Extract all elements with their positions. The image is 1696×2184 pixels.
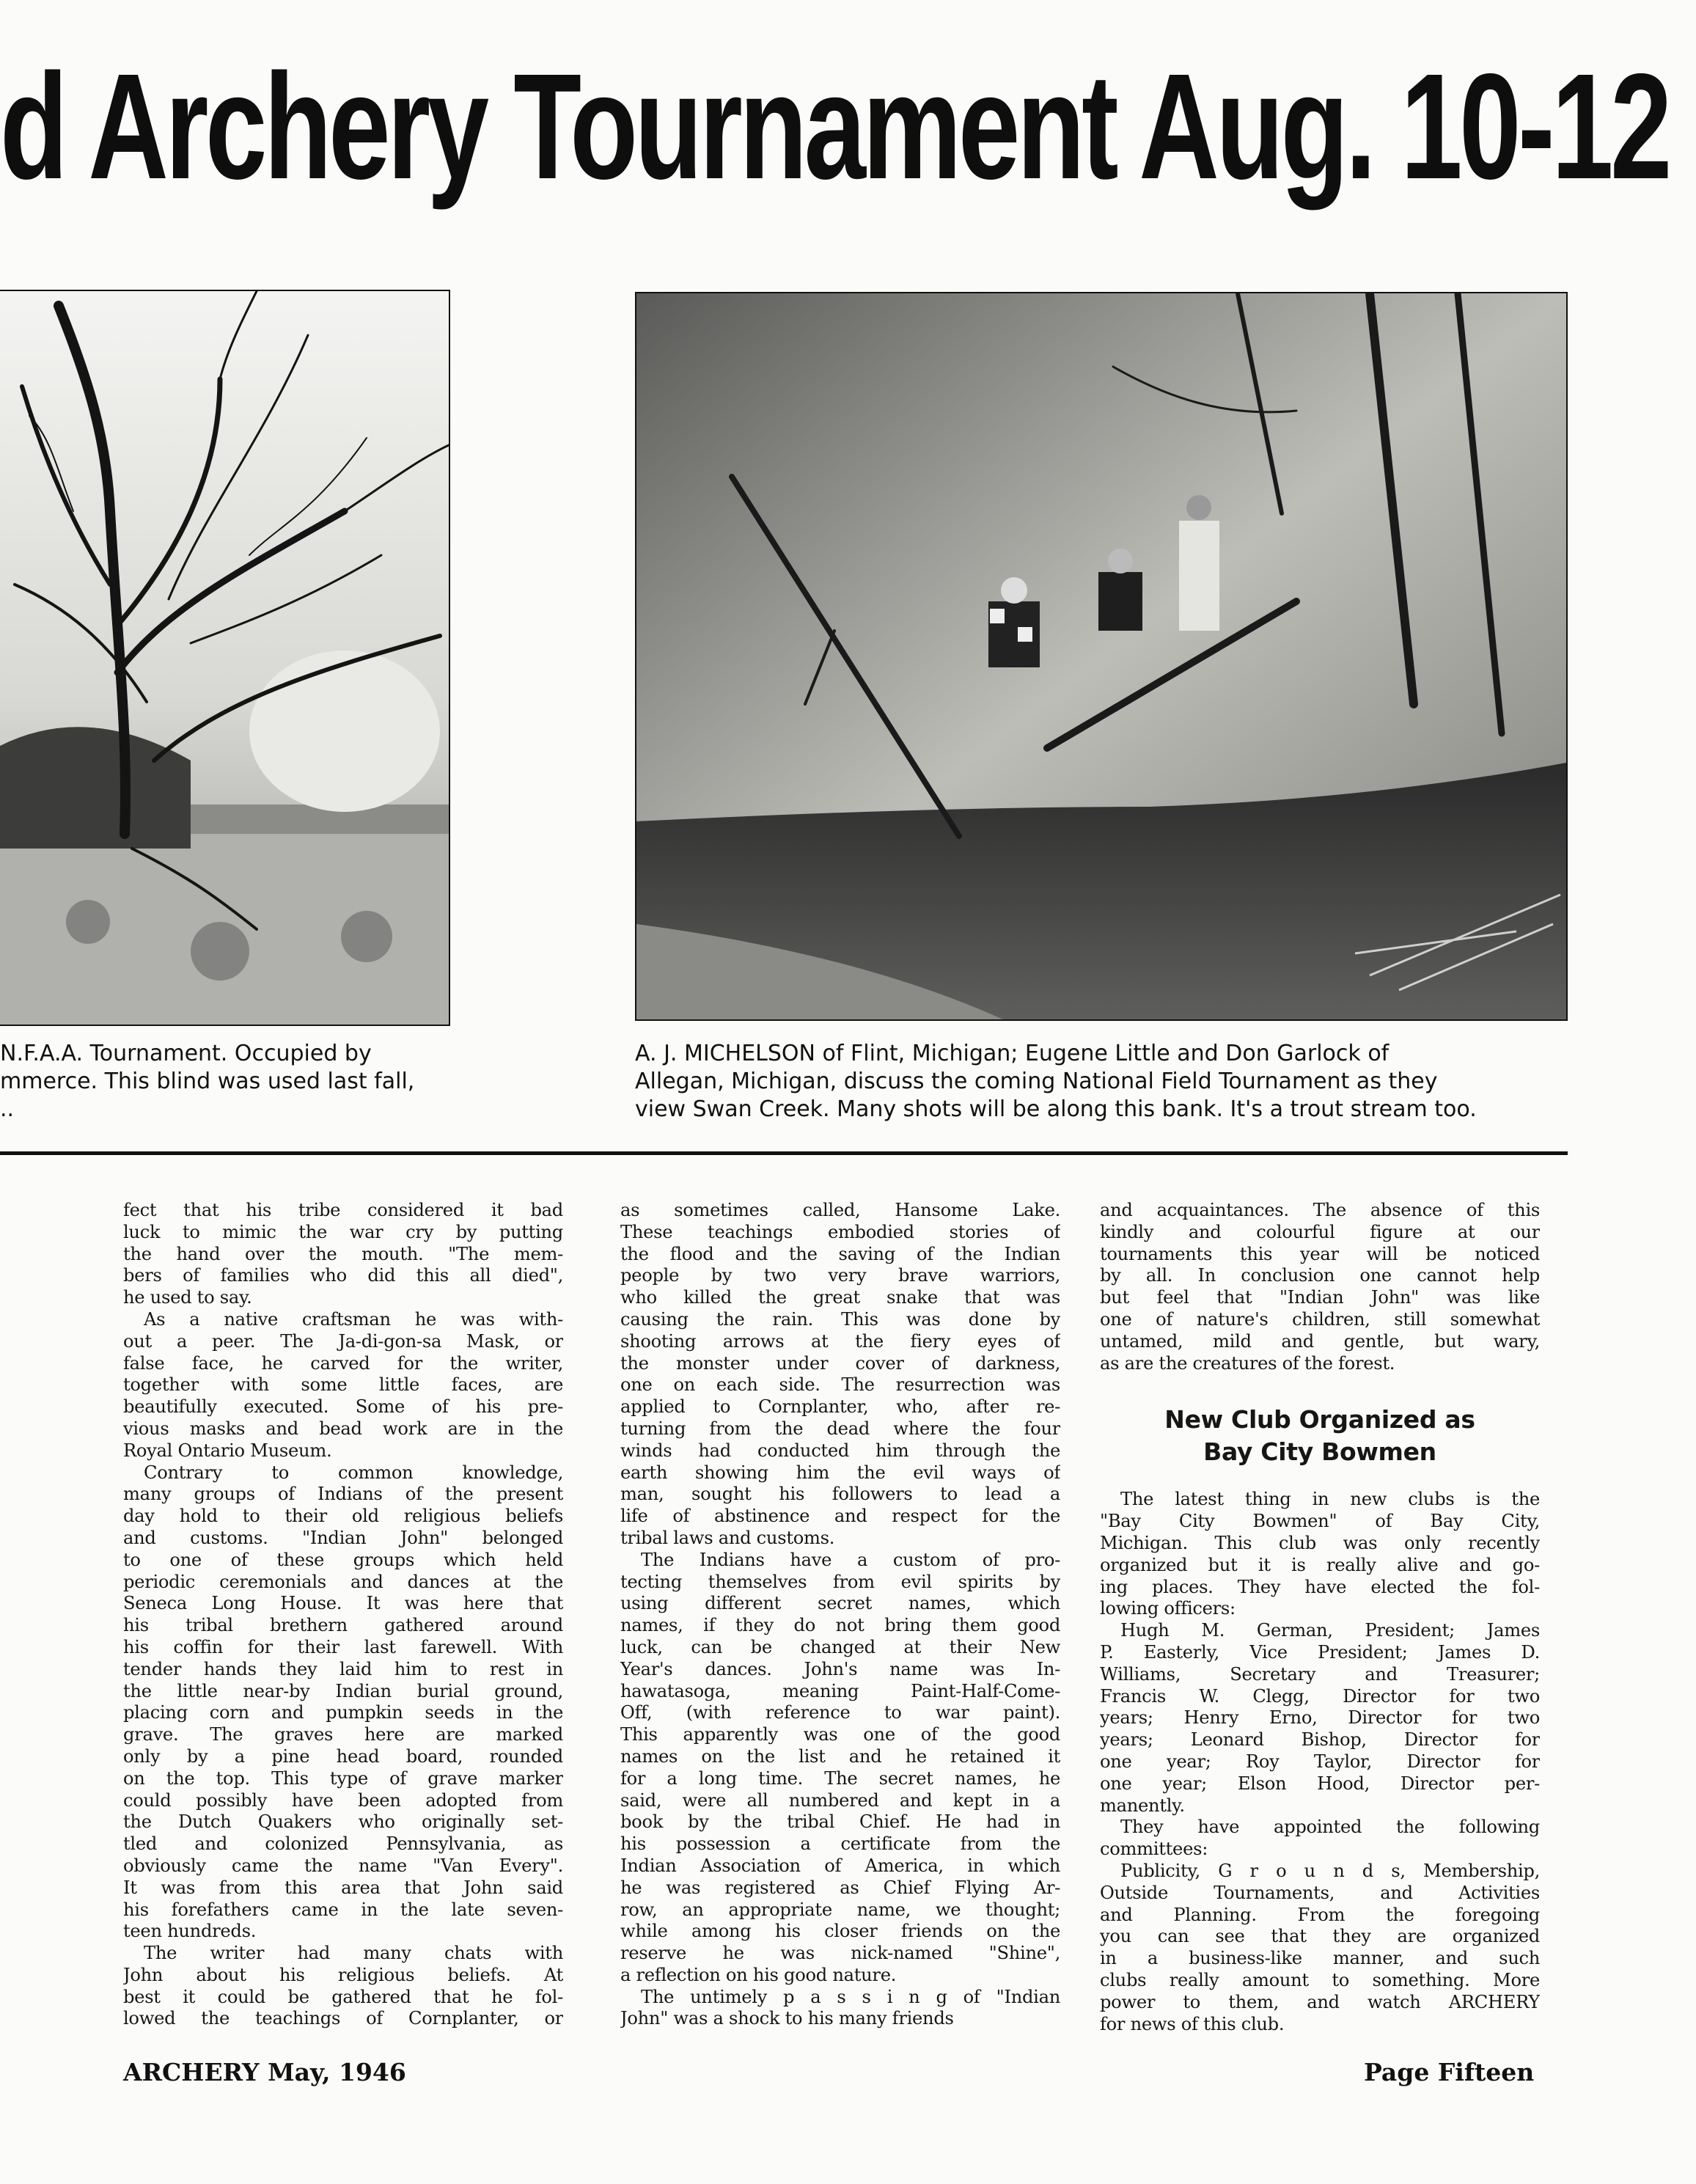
article-line: as sometimes called, Hansome Lake.: [620, 1200, 1060, 1220]
column-3-bottom-text: [1100, 1489, 1540, 2035]
article-column-3: [1100, 1200, 1540, 2035]
article-line: and acquaintances. The absence of this: [1100, 1200, 1540, 1220]
swan-creek-photo: [635, 292, 1568, 1021]
subheading-line: New Club Organized as: [1164, 1405, 1475, 1434]
article-line: row, an appropriate name, we thought;: [620, 1899, 1060, 1920]
article-line: applied to Cornplanter, who, after re-: [620, 1396, 1060, 1418]
article-line: to one of these groups which held: [123, 1549, 563, 1570]
section-divider: [0, 1151, 1568, 1155]
article-line: John about his religious beliefs. At: [123, 1964, 563, 1985]
caption-line: Allegan, Michigan, discuss the coming National Field Tournament as they: [635, 1069, 1438, 1094]
article-line: The writer had many chats with: [144, 1943, 563, 1964]
article-line: luck, can be changed at their New: [620, 1636, 1060, 1657]
article-line: hawatasoga, meaning Paint-Half-Come-: [620, 1680, 1060, 1701]
article-line: Hugh M. German, President; James: [1120, 1620, 1540, 1641]
article-line: Outside Tournaments, and Activities: [1100, 1882, 1540, 1903]
article-line: by all. In conclusion one cannot help: [1100, 1265, 1540, 1286]
article-line: false face, he carved for the writer,: [123, 1352, 563, 1374]
footer-page-number: Page Fifteen: [1364, 2058, 1535, 2086]
article-line: one on each side. The resurrection was: [620, 1374, 1060, 1396]
article-line: This apparently was one of the good: [620, 1724, 1060, 1745]
article-line: It was from this area that John said: [123, 1877, 563, 1898]
article-line: names, if they do not bring them good: [620, 1615, 1060, 1636]
article-line: tribal laws and customs.: [620, 1527, 835, 1548]
article-line: many groups of Indians of the present: [123, 1484, 563, 1505]
article-line: turning from the dead where the four: [620, 1418, 1060, 1439]
article-line: he was registered as Chief Flying Ar-: [620, 1877, 1060, 1898]
article-line: you can see that they are organized: [1100, 1926, 1540, 1947]
article-line: and customs. "Indian John" belonged: [123, 1527, 563, 1548]
article-line: These teachings embodied stories of: [620, 1221, 1060, 1242]
article-line: The Indians have a custom of pro-: [641, 1549, 1060, 1570]
article-line: for news of this club.: [1100, 2013, 1285, 2034]
article-line: earth showing him the evil ways of: [620, 1462, 1060, 1483]
article-line: kindly and colourful figure at our: [1100, 1221, 1540, 1242]
article-line: power to them, and watch ARCHERY: [1100, 1991, 1540, 2012]
article-line: shooting arrows at the fiery eyes of: [620, 1330, 1060, 1352]
article-line: the monster under cover of darkness,: [620, 1352, 1060, 1374]
article-line: placing corn and pumpkin seeds in the: [123, 1702, 563, 1723]
article-line: P. Easterly, Vice President; James D.: [1100, 1641, 1540, 1663]
article-line: man, sought his followers to lead a: [620, 1484, 1060, 1505]
caption-line: mmerce. This blind was used last fall,: [0, 1069, 415, 1094]
article-line: people by two very brave warriors,: [620, 1265, 1060, 1286]
headline: d Archery Tournament Aug. 10-12: [0, 43, 1670, 210]
article-line: periodic ceremonials and dances at the: [123, 1571, 563, 1592]
article-line: as are the creatures of the forest.: [1100, 1352, 1395, 1374]
article-line: committees:: [1100, 1839, 1208, 1860]
article-line: untamed, mild and gentle, but wary,: [1100, 1330, 1540, 1352]
article-line: could possibly have been adopted from: [123, 1789, 563, 1811]
article-line: while among his closer friends on the: [620, 1921, 1060, 1942]
article-line: clubs really amount to something. More: [1100, 1969, 1540, 1990]
article-line: Michigan. This club was only recently: [1100, 1532, 1540, 1553]
article-line: They have appointed the following: [1120, 1817, 1540, 1838]
blind-photo-image: [0, 291, 449, 1025]
article-line: Williams, Secretary and Treasurer;: [1100, 1663, 1540, 1685]
article-line: organized but it is really alive and go-: [1100, 1554, 1540, 1575]
article-line: only by a pine head board, rounded: [123, 1745, 563, 1767]
article-line: luck to mimic the war cry by putting: [123, 1221, 563, 1242]
article-line: years; Leonard Bishop, Director for: [1100, 1729, 1540, 1751]
article-line: beautifully executed. Some of his pre-: [123, 1396, 563, 1418]
article-line: a reflection on his good nature.: [620, 1964, 897, 1985]
article-line: book by the tribal Chief. He had in: [620, 1811, 1060, 1833]
article-line: causing the rain. This was done by: [620, 1308, 1060, 1330]
article-line: Publicity, G r o u n d s, Membership,: [1120, 1860, 1540, 1881]
article-line: obviously came the name "Van Every".: [123, 1855, 563, 1876]
left-photo-caption: [0, 1040, 455, 1124]
article-line: he used to say.: [123, 1287, 252, 1308]
article-line: the hand over the mouth. "The mem-: [123, 1243, 563, 1264]
column-3-top-text: [1100, 1200, 1540, 1374]
article-line: John" was a shock to his many friends: [620, 2008, 954, 2029]
article-line: one year; Roy Taylor, Director for: [1100, 1751, 1540, 1772]
article-line: the flood and the saving of the Indian: [620, 1243, 1060, 1264]
article-line: tender hands they laid him to rest in: [123, 1658, 563, 1679]
article-line: As a native craftsman he was with-: [144, 1308, 563, 1330]
article-line: out a peer. The Ja-di-gon-sa Mask, or: [123, 1330, 563, 1352]
article-line: Francis W. Clegg, Director for two: [1100, 1685, 1540, 1707]
article-line: who killed the great snake that was: [620, 1287, 1060, 1308]
subheading-line: Bay City Bowmen: [1203, 1437, 1436, 1467]
article-line: Seneca Long House. It was here that: [123, 1593, 563, 1614]
article-line: tournaments this year will be noticed: [1100, 1243, 1540, 1264]
article-line: life of abstinence and respect for the: [620, 1506, 1060, 1527]
article-line: in a business-like manner, and such: [1100, 1948, 1540, 1969]
caption-line: A. J. MICHELSON of Flint, Michigan; Eugene Little and Don Garlock of: [635, 1041, 1390, 1066]
article-line: Contrary to common knowledge,: [144, 1462, 563, 1483]
article-line: for a long time. The secret names, he: [620, 1767, 1060, 1789]
article-line: winds had conducted him through the: [620, 1440, 1060, 1461]
article-line: names on the list and he retained it: [620, 1745, 1060, 1767]
caption-line: N.F.A.A. Tournament. Occupied by: [0, 1041, 372, 1066]
article-line: together with some little faces, are: [123, 1374, 563, 1396]
blind-photo: [0, 290, 450, 1026]
article-line: his possession a certificate from the: [620, 1833, 1060, 1855]
article-line: tled and colonized Pennsylvania, as: [123, 1833, 563, 1855]
article-line: The untimely p a s s i n g of "Indian: [641, 1986, 1060, 2007]
article-line: grave. The graves here are marked: [123, 1724, 563, 1745]
article-line: manently.: [1100, 1795, 1185, 1816]
article-line: teen hundreds.: [123, 1921, 257, 1942]
article-line: Indian Association of America, in which: [620, 1855, 1060, 1876]
article-line: but feel that "Indian John" was like: [1100, 1287, 1540, 1308]
article-line: said, were all numbered and kept in a: [620, 1789, 1060, 1811]
article-line: his tribal brethern gathered around: [123, 1615, 563, 1636]
article-line: tecting themselves from evil spirits by: [620, 1571, 1060, 1592]
swan-creek-photo-image: [636, 293, 1566, 1019]
club-subheading: [1100, 1404, 1540, 1468]
article-column-1: [123, 1200, 563, 2030]
article-line: ing places. They have elected the fol-: [1100, 1576, 1540, 1597]
article-column-2: [620, 1200, 1060, 2030]
article-line: day hold to their old religious beliefs: [123, 1506, 563, 1527]
article-line: and Planning. From the foregoing: [1100, 1904, 1540, 1925]
article-line: on the top. This type of grave marker: [123, 1767, 563, 1789]
article-line: The latest thing in new clubs is the: [1120, 1489, 1540, 1510]
article-line: "Bay City Bowmen" of Bay City,: [1100, 1511, 1540, 1532]
article-line: the little near-by Indian burial ground,: [123, 1680, 563, 1701]
article-line: his forefathers came in the late seven-: [123, 1899, 563, 1920]
article-line: Year's dances. John's name was In-: [620, 1658, 1060, 1679]
article-line: one of nature's children, still somewhat: [1100, 1308, 1540, 1330]
right-photo-caption: [635, 1040, 1574, 1124]
caption-line: ..: [0, 1096, 15, 1122]
article-line: the Dutch Quakers who originally set-: [123, 1811, 563, 1833]
article-line: vious masks and bead work are in the: [123, 1418, 563, 1439]
article-line: reserve he was nick-named "Shine",: [620, 1943, 1060, 1964]
article-line: best it could be gathered that he fol-: [123, 1986, 563, 2007]
article-line: bers of families who did this all died",: [123, 1265, 563, 1286]
footer-publication: ARCHERY May, 1946: [123, 2058, 406, 2086]
article-line: lowing officers:: [1100, 1598, 1236, 1619]
caption-line: view Swan Creek. Many shots will be along this bank. It's a trout stream too.: [635, 1096, 1477, 1122]
article-line: his coffin for their last farewell. With: [123, 1636, 563, 1657]
article-line: Royal Ontario Museum.: [123, 1440, 332, 1461]
article-line: one year; Elson Hood, Director per-: [1100, 1773, 1540, 1794]
article-line: lowed the teachings of Cornplanter, or: [123, 2008, 563, 2029]
article-line: years; Henry Erno, Director for two: [1100, 1707, 1540, 1729]
article-line: Off, (with reference to war paint).: [620, 1702, 1060, 1723]
article-line: using different secret names, which: [620, 1593, 1060, 1614]
article-line: fect that his tribe considered it bad: [123, 1200, 563, 1220]
